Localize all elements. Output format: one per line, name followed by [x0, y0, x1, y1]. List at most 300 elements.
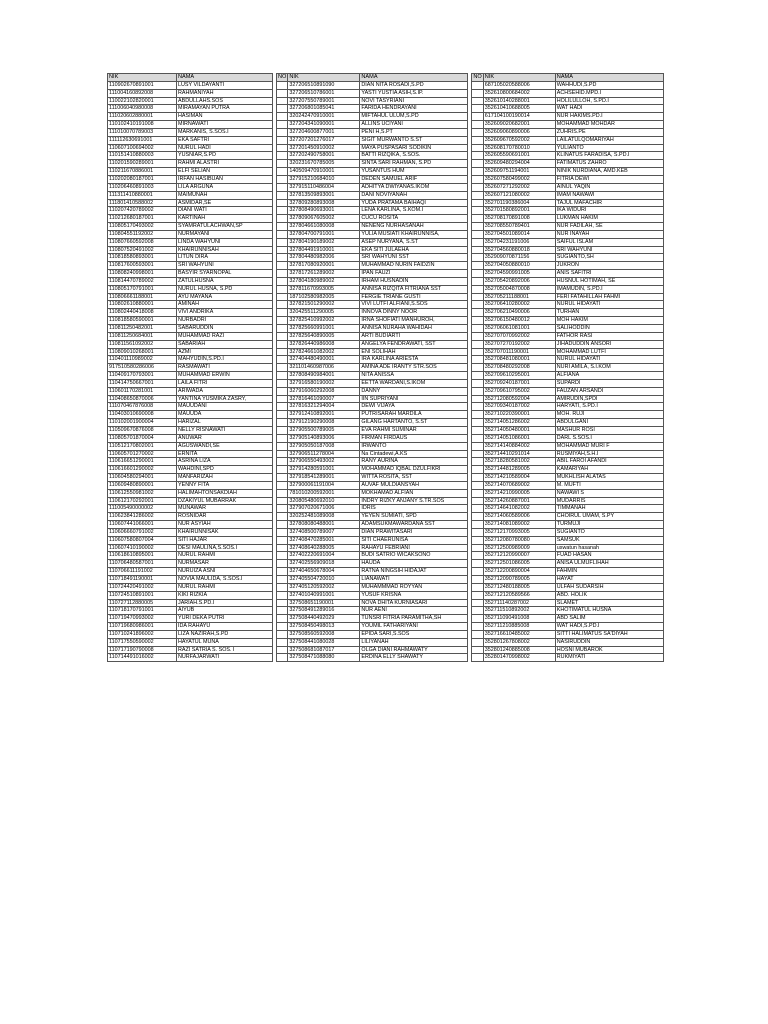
nik-cell: 327813509893001: [288, 191, 360, 199]
nama-cell: WITTA ROSITA, SST: [360, 474, 468, 482]
no-cell: [277, 183, 288, 191]
table-row: [472, 607, 663, 615]
nik-cell: 327825410992002: [288, 317, 360, 325]
table-row: [277, 238, 468, 246]
table-row: [472, 372, 663, 380]
table-row: [472, 356, 663, 364]
nama-cell: INNOVA DINNY NOOR: [360, 309, 468, 317]
nama-cell: NURI AMILA, S.I.KOM: [555, 364, 663, 372]
nama-cell: MOHAMMAD MURI F: [555, 442, 663, 450]
table-row: [108, 411, 273, 419]
table-row: [277, 348, 468, 356]
table-row: [472, 568, 663, 576]
nama-cell: ERDINA ELLY SHAWATY: [360, 654, 468, 662]
nama-cell: NURUL HADI: [177, 144, 273, 152]
nik-cell: 327508450498013: [288, 623, 360, 631]
nik-cell: 352712120990007: [483, 552, 555, 560]
no-cell: [277, 434, 288, 442]
table-row: [277, 293, 468, 301]
nama-cell: JUKRON: [555, 262, 663, 270]
nik-cell: 327900061191004: [288, 481, 360, 489]
nik-cell: 110211670886001: [108, 168, 177, 176]
no-cell: [472, 528, 483, 536]
nama-cell: MOKHAMAD ALFIAN: [360, 489, 468, 497]
table-row: [472, 254, 663, 262]
nik-cell: 352709240187001: [483, 379, 555, 387]
table-row: [277, 152, 468, 160]
nik-cell: 352909070871156: [483, 254, 555, 262]
table-row: [277, 356, 468, 364]
nama-cell: FUAD HASAN: [555, 552, 663, 560]
table-row: [472, 630, 663, 638]
table-row: [472, 513, 663, 521]
table-row: [108, 230, 273, 238]
nama-cell: IKA WIDURI: [555, 207, 663, 215]
table-row: [277, 340, 468, 348]
table-row: [472, 348, 663, 356]
table-row: [472, 497, 663, 505]
no-cell: [472, 544, 483, 552]
table-row: [472, 238, 663, 246]
nik-cell: 110724420491002: [108, 583, 177, 591]
no-cell: [472, 262, 483, 270]
nama-cell: IPAN FAUZI: [360, 270, 468, 278]
table-row: [277, 638, 468, 646]
nik-cell: 352714081089002: [483, 521, 555, 529]
nik-cell: 110623841286002: [108, 513, 177, 521]
nik-cell: 110719470993002: [108, 615, 177, 623]
nama-cell: MAUUDANI: [177, 403, 273, 411]
nama-cell: MUHAMMAD RAZI: [177, 332, 273, 340]
header-nama: NAMA: [360, 74, 468, 82]
nik-cell: 352714070689002: [483, 481, 555, 489]
nama-cell: NURUL HIDAYATI: [555, 356, 663, 364]
table-row: [472, 121, 663, 129]
nik-cell: 352608170780010: [483, 144, 555, 152]
no-cell: [277, 623, 288, 631]
nama-cell: ADAMSUKMAWARDANA SST: [360, 521, 468, 529]
table-row: [472, 599, 663, 607]
table-row: [472, 89, 663, 97]
nama-cell: NOVI TASYRIANI: [360, 97, 468, 105]
nama-cell: MARKANIS, S.SOS.I: [177, 128, 273, 136]
nama-cell: IDA RAHAYU: [177, 623, 273, 631]
nama-cell: YOUMIL FATHARIYANI: [360, 623, 468, 631]
nama-cell: BUDI SATRIO WICAKSONO: [360, 552, 468, 560]
nik-cell: 327804180989002: [288, 277, 360, 285]
nama-cell: VIVI LUTFI ALFIANI,S.SOS: [360, 301, 468, 309]
nik-cell: 352801470998002: [483, 654, 555, 662]
table-row: [108, 199, 273, 207]
nik-cell: 110706611191002: [108, 568, 177, 576]
header-nik: NIK: [483, 74, 555, 82]
no-cell: [277, 301, 288, 309]
table-row: [472, 591, 663, 599]
nik-cell: 352709340187002: [483, 403, 555, 411]
nama-cell: HASIMAN: [177, 113, 273, 121]
nik-cell: 352704560880018: [483, 246, 555, 254]
table-row: [277, 364, 468, 372]
table-row: [108, 262, 273, 270]
table-row: [108, 136, 273, 144]
nik-cell: 352707270192002: [483, 340, 555, 348]
table-row: [108, 638, 273, 646]
nama-cell: SITI CHAERUNISA: [360, 536, 468, 544]
nama-cell: AUVAF MULDIANSYAH: [360, 481, 468, 489]
nik-cell: 327508651190001: [288, 599, 360, 607]
nik-cell: 327202490758001: [288, 152, 360, 160]
nik-cell: 110802440418008: [108, 309, 177, 317]
nama-cell: IRHAM HUSNADIN: [360, 277, 468, 285]
nama-cell: FAUZAN ARSANDI: [555, 387, 663, 395]
nik-cell: 327404480490001: [288, 356, 360, 364]
nik-cell: 110202080187001: [108, 175, 177, 183]
table-row: [472, 175, 663, 183]
nama-cell: AMIRUDIN,SPDI: [555, 395, 663, 403]
nik-cell: 111801410588002: [108, 199, 177, 207]
nik-cell: 320252481089008: [288, 513, 360, 521]
nik-cell: 352711090491008: [483, 615, 555, 623]
nik-cell: 110811561092002: [108, 340, 177, 348]
nama-cell: HAUDA: [360, 560, 468, 568]
nama-cell: HAYAT: [555, 576, 663, 584]
nama-cell: MAHYUDIN,S.PD.I: [177, 356, 273, 364]
table-row: [277, 81, 468, 89]
nama-cell: IDRIS: [360, 505, 468, 513]
nik-cell: 327905500789005: [288, 426, 360, 434]
nik-cell: 352711140287002: [483, 599, 555, 607]
nik-cell: 352609670592002: [483, 136, 555, 144]
nama-cell: ASMIDAR,SE: [177, 199, 273, 207]
nik-cell: 352610410688005: [483, 105, 555, 113]
no-cell: [277, 277, 288, 285]
nama-cell: LINDA WAHYUNI: [177, 238, 273, 246]
nama-cell: DEWI VIJAYA: [360, 403, 468, 411]
no-cell: [472, 246, 483, 254]
nama-cell: RAHAYU FEBRIANI: [360, 544, 468, 552]
nama-cell: ANGELYA FENDRAWATI, SST: [360, 340, 468, 348]
nik-cell: 110618610895001: [108, 552, 177, 560]
nama-cell: M. MUFTI: [555, 481, 663, 489]
header-no: NO: [473, 74, 482, 80]
nik-cell: 352712080592004: [483, 395, 555, 403]
table-row: [108, 121, 273, 129]
nama-cell: FITRIA DEWI: [555, 175, 663, 183]
nik-cell: 617104100190014: [483, 113, 555, 121]
table-row: [108, 340, 273, 348]
no-cell: [472, 411, 483, 419]
nik-cell: 327916060292008: [288, 387, 360, 395]
nama-cell: EKA SITI JULAEHA: [360, 246, 468, 254]
nik-cell: 352714210589004: [483, 474, 555, 482]
table-row: [472, 560, 663, 568]
nik-cell: 327915210684010: [288, 175, 360, 183]
no-cell: [472, 513, 483, 521]
table-row: [277, 223, 468, 231]
nik-cell: 352701580892001: [483, 207, 555, 215]
header-row: [277, 74, 468, 82]
no-cell: [472, 630, 483, 638]
header-nama: NAMA: [555, 74, 663, 82]
nama-cell: NURUL HIDAYATI: [555, 301, 663, 309]
nama-cell: HOSNI MUBAROK: [555, 646, 663, 654]
nama-cell: NURMAYANI: [177, 230, 273, 238]
nik-cell: 352714060589006: [483, 513, 555, 521]
nik-cell: 110151410880003: [108, 152, 177, 160]
nama-cell: NASIRUDDIN: [555, 638, 663, 646]
table-row: [472, 317, 663, 325]
nama-cell: WAHHUDI,S.PD: [555, 81, 663, 89]
no-cell: [277, 325, 288, 333]
nik-cell: 352706061081001: [483, 325, 555, 333]
nik-cell: 110719680986001: [108, 623, 177, 631]
table-row: [108, 285, 273, 293]
nama-cell: SIGIT MURWANTO S.ST: [360, 136, 468, 144]
nik-cell: 327907020671006: [288, 505, 360, 513]
nama-cell: KAMARIYAH: [555, 466, 663, 474]
table-row: [108, 152, 273, 160]
no-cell: [472, 364, 483, 372]
no-cell: [472, 450, 483, 458]
nik-cell: 352714051286002: [483, 419, 555, 427]
nik-cell: 110022102820001: [108, 97, 177, 105]
nik-cell: 352712480188005: [483, 583, 555, 591]
nik-cell: 352705004870008: [483, 285, 555, 293]
table-row: [108, 544, 273, 552]
table-row: [277, 128, 468, 136]
table-row: [472, 262, 663, 270]
nama-cell: DIAN NITA ROSADI,S.PD: [360, 81, 468, 89]
nama-cell: MAIMUNAH: [177, 191, 273, 199]
table-row: [277, 395, 468, 403]
no-cell: [277, 270, 288, 278]
nik-cell: 327204341090001: [288, 121, 360, 129]
nik-cell: 327804480982006: [288, 254, 360, 262]
nik-cell: 352706410280002: [483, 301, 555, 309]
nama-cell: DIANI WATI: [177, 207, 273, 215]
nama-cell: ANIS SAFITRI: [555, 270, 663, 278]
no-cell: [277, 379, 288, 387]
nik-cell: 327206510891090: [288, 81, 360, 89]
table-row: [277, 568, 468, 576]
nama-cell: EVA RAHMI SUMINAR: [360, 426, 468, 434]
table-right: [471, 73, 663, 662]
table-row: [472, 466, 663, 474]
no-cell: [472, 654, 483, 662]
nik-cell: 327906550493002: [288, 458, 360, 466]
table-row: [277, 521, 468, 529]
no-cell: [277, 474, 288, 482]
table-row: [472, 223, 663, 231]
table-row: [108, 254, 273, 262]
nik-cell: 110808240998001: [108, 270, 177, 278]
nama-cell: SLAMET: [555, 599, 663, 607]
nik-cell: 327401040991001: [288, 591, 360, 599]
table-row: [108, 513, 273, 521]
nama-cell: DARL S.SOS.I: [555, 434, 663, 442]
nama-cell: Na Cintadewi,A.KS: [360, 450, 468, 458]
header-nik: NIK: [288, 74, 360, 82]
no-cell: [472, 638, 483, 646]
table-row: [472, 528, 663, 536]
no-cell: [472, 489, 483, 497]
nik-cell: 327816321294004: [288, 403, 360, 411]
no-cell: [277, 113, 288, 121]
nik-cell: 327808490984001: [288, 372, 360, 380]
nik-cell: 320425511290005: [288, 309, 360, 317]
nama-cell: WAT HADI,S.PD.I: [555, 623, 663, 631]
table-row: [108, 160, 273, 168]
nik-cell: 352714481289005: [483, 466, 555, 474]
nik-cell: 352711210885008: [483, 623, 555, 631]
nik-cell: 352718280581002: [483, 458, 555, 466]
nama-cell: ANNISA NURAHA WAHIDAH: [360, 325, 468, 333]
table-row: [108, 395, 273, 403]
nama-cell: KIKI RIZKIA: [177, 591, 273, 599]
table-row: [108, 426, 273, 434]
nama-cell: HARIZAL: [177, 419, 273, 427]
nik-cell: 327204600877001: [288, 128, 360, 136]
table-row: [277, 230, 468, 238]
nama-cell: HARYATI, S.PD.I: [555, 403, 663, 411]
nama-cell: LILIYANAH: [360, 638, 468, 646]
nik-cell: 327918541289001: [288, 474, 360, 482]
nama-cell: SITI HAJAR: [177, 536, 273, 544]
nik-cell: 687105020588006: [483, 81, 555, 89]
nama-cell: DESI MAULINA,S.SOS.I: [177, 544, 273, 552]
nama-cell: PENI H,S.PT: [360, 128, 468, 136]
nama-cell: ANUWAR: [177, 434, 273, 442]
nik-cell: 352708481080001: [483, 356, 555, 364]
no-cell: [472, 207, 483, 215]
nama-cell: MUKHLISH ALATAS: [555, 474, 663, 482]
nik-cell: 352609480294004: [483, 160, 555, 168]
table-row: [277, 607, 468, 615]
nik-cell: 110718170791001: [108, 607, 177, 615]
no-cell: [277, 387, 288, 395]
table-row: [472, 199, 663, 207]
nama-cell: NURUIZA ASNI: [177, 568, 273, 576]
nama-cell: ACHSEHID.MPD.I: [555, 89, 663, 97]
nama-cell: KHAIRUNNISAH: [177, 246, 273, 254]
no-cell: [277, 309, 288, 317]
table-row: [472, 128, 663, 136]
nama-cell: FERGIE TRIANE GUSTI: [360, 293, 468, 301]
nik-cell: 110807520491002: [108, 246, 177, 254]
no-cell: [277, 293, 288, 301]
nama-cell: MIRAMAYAN PUTRA: [177, 105, 273, 113]
table-row: [472, 152, 663, 160]
no-cell: [277, 238, 288, 246]
table-row: [277, 113, 468, 121]
table-row: [472, 113, 663, 121]
table-row: [472, 309, 663, 317]
nama-cell: IIN SUPRIYANI: [360, 395, 468, 403]
nik-cell: 110414750667001: [108, 379, 177, 387]
table-row: [277, 183, 468, 191]
nama-cell: ABDULLAHS.SOS: [177, 97, 273, 105]
no-cell: [277, 160, 288, 168]
table-left: [107, 73, 273, 662]
no-cell: [277, 168, 288, 176]
nik-cell: 327508491289016: [288, 607, 360, 615]
no-cell: [472, 128, 483, 136]
nik-cell: 327912410892001: [288, 411, 360, 419]
nik-cell: 352610800684002: [483, 89, 555, 97]
table-row: [277, 89, 468, 97]
no-cell: [472, 285, 483, 293]
nik-cell: 327402220691004: [288, 552, 360, 560]
no-cell: [472, 481, 483, 489]
nik-cell: 352704590991005: [483, 270, 555, 278]
nama-cell: ASRINA LIZA: [177, 458, 273, 466]
nama-cell: NUR FADILAH, SE: [555, 223, 663, 231]
nik-cell: 110212680187001: [108, 215, 177, 223]
nama-cell: ALLINS UCIYANI: [360, 121, 468, 129]
nama-cell: MAUUDA: [177, 411, 273, 419]
table-row: [472, 168, 663, 176]
table-row: [472, 576, 663, 584]
nama-cell: WAHDINI,SPD: [177, 466, 273, 474]
table-row: [472, 403, 663, 411]
nik-cell: 110206460891003: [108, 183, 177, 191]
nama-cell: ROSNIDAR: [177, 513, 273, 521]
table-row: [472, 544, 663, 552]
nama-cell: KHAIRUNNISAK: [177, 528, 273, 536]
no-cell: [277, 607, 288, 615]
nik-cell: 327207201276017: [288, 136, 360, 144]
table-row: [108, 301, 273, 309]
table-row: [277, 301, 468, 309]
nama-cell: YEYEN SUMIATI, SPD: [360, 513, 468, 521]
table-row: [472, 450, 663, 458]
nama-cell: NENENG NURHASANAH: [360, 223, 468, 231]
nik-cell: 327808490693001: [288, 207, 360, 215]
nik-cell: 110509670876008: [108, 426, 177, 434]
nik-cell: 327508471088080: [288, 654, 360, 662]
header-nik: NIK: [108, 74, 177, 82]
nama-cell: SUGIANTO: [555, 528, 663, 536]
table-row: [108, 654, 273, 662]
nik-cell: 110201590289001: [108, 160, 177, 168]
nama-cell: ARIWADA: [177, 387, 273, 395]
nik-cell: 352710220390001: [483, 411, 555, 419]
table-row: [108, 144, 273, 152]
no-cell: [277, 364, 288, 372]
nik-cell: 110802610880001: [108, 301, 177, 309]
nama-cell: RATNA NINGSIH HIDAJAT: [360, 568, 468, 576]
no-cell: [472, 136, 483, 144]
no-cell: [472, 81, 483, 89]
table-row: [277, 325, 468, 333]
nama-cell: SUGIANTO,SH: [555, 254, 663, 262]
table-row: [277, 387, 468, 395]
no-cell: [277, 262, 288, 270]
nik-cell: 110727112880005: [108, 599, 177, 607]
table-row: [277, 411, 468, 419]
no-cell: [472, 105, 483, 113]
table-row: [472, 489, 663, 497]
nik-cell: 327408470285001: [288, 536, 360, 544]
nik-cell: 352706210490006: [483, 309, 555, 317]
nik-cell: 352714260887001: [483, 497, 555, 505]
table-row: [108, 607, 273, 615]
table-row: [108, 215, 273, 223]
nama-cell: FATIMATUS ZAHRO: [555, 160, 663, 168]
no-cell: [472, 238, 483, 246]
table-row: [108, 466, 273, 474]
table-row: [472, 160, 663, 168]
